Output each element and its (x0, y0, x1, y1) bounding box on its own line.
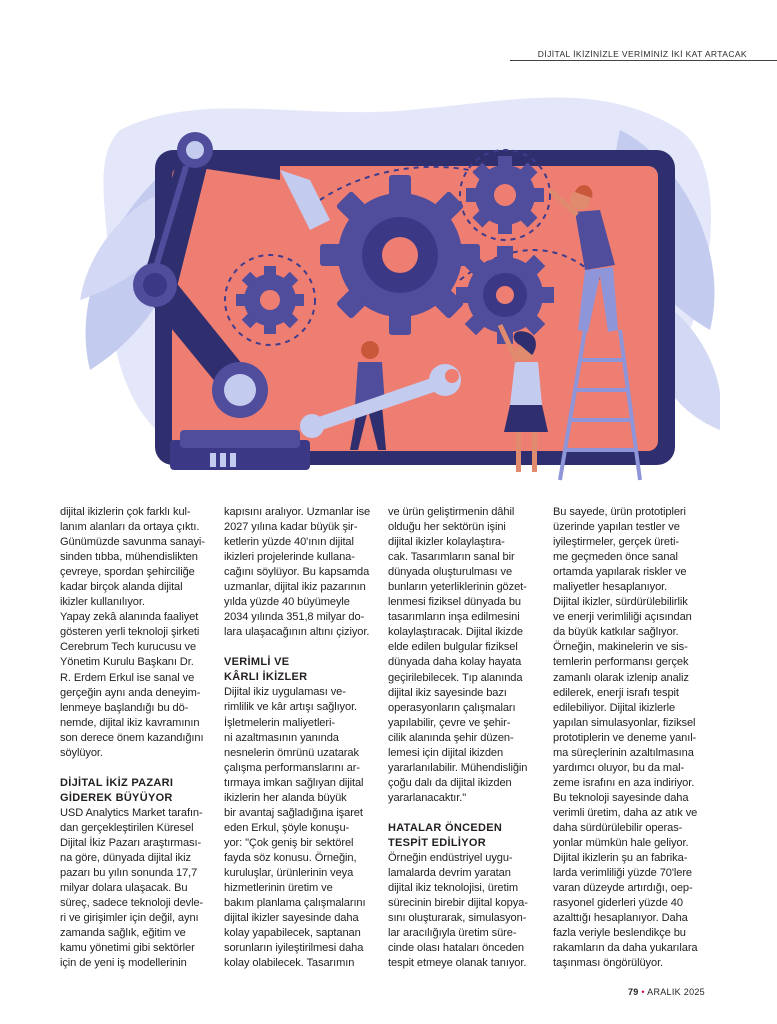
text-line: larda verimliliği yüzde 70'lere (553, 867, 692, 880)
text-line: kolaylaştıracak. Dijital ikizde (388, 626, 524, 639)
text-line: cağını söylüyor. Bu kapsamda (224, 566, 370, 579)
text-line: yapılabilir, çevre ve şehir- (388, 716, 511, 729)
paragraph (60, 610, 212, 760)
text-line: yardımcı oluyor, bu da mal- (553, 761, 685, 774)
text-line: üzerinde yapılan testler ve (553, 521, 680, 534)
page-number: 79 (627, 987, 639, 997)
text-line: Dijital ikizler, sürdürülebilirlik (553, 596, 688, 609)
text-line: ri ve girişimler için değil, aynı (60, 912, 199, 925)
text-line: fazla veriyle beslendikçe bu (553, 927, 686, 940)
text-line: tasarımların inşa edilmesini (388, 611, 520, 624)
text-line: cak. Tasarımların sanal bir (388, 551, 515, 564)
text-line: zamanda sağlık, eğitim ve (60, 927, 186, 940)
article-column-2 (224, 505, 376, 971)
text-line: dijital ikizlerin çok farklı kul- (60, 506, 191, 518)
text-line: Cerebrum Tech kurucusu ve (60, 641, 197, 654)
subheading-line: KÂRLI İKİZLER (224, 671, 308, 684)
text-line: operasyonların çalışmaları (388, 701, 516, 714)
text-line: ma süreçlerinin azaltılmasına (553, 746, 694, 759)
text-line: dünyada oluşturulması ve (388, 566, 513, 579)
paragraph (388, 505, 540, 806)
text-line: eden Erkul, şöyle konuşu- (224, 821, 350, 834)
text-line: elde edilen bulgular fiziksel (388, 641, 518, 654)
text-line: lenmeye başlandığı bu dö- (60, 701, 189, 714)
text-line: azalttığı hesaplanıyor. Daha (553, 912, 688, 925)
gear-small-left-icon (236, 266, 304, 334)
text-line: taşınması öngörülüyor. (553, 957, 664, 970)
subheading-line: TESPİT EDİLİYOR (388, 836, 487, 849)
text-line: edilerek, enerji israfı tespit (553, 686, 679, 699)
text-line: lemesi için dijital ikizden (388, 746, 504, 759)
text-line: daha sürdürülebilir operas- (553, 821, 683, 834)
text-line: ve ürün geliştirmenin dâhil (388, 506, 515, 518)
paragraph (224, 505, 376, 640)
text-line: kolay olabilecek. Tasarımın (224, 957, 355, 970)
paragraph (60, 806, 212, 972)
text-line: çevreye, spordan şehirciliğe (60, 566, 195, 579)
spacer (60, 761, 212, 776)
text-line: dan gerçekleştirilen Küresel (60, 821, 194, 834)
text-line: son derece önem kazandığını (60, 731, 204, 744)
text-line: pazarı bu yılın sonunda 17,7 (60, 866, 198, 879)
article-column-4 (553, 505, 705, 971)
paragraph (224, 685, 376, 971)
text-line: çalışma performanslarını ar- (224, 761, 360, 774)
text-line: ikizleri projelerinde kullana- (224, 551, 355, 564)
text-line: cilik alanında şehir düzen- (388, 731, 514, 744)
text-line: dünyada daha kolay hayata (388, 656, 522, 669)
running-head-rule (510, 60, 777, 61)
text-line: kamu yönetimi gibi sektörler (60, 942, 195, 955)
text-line: için de yeni iş modellerinin (60, 957, 187, 970)
text-line: kolay yapabilecek, saptanan (224, 927, 361, 940)
gear-large-icon (320, 175, 480, 335)
text-line: gerçeğin aynı anda deneyim- (60, 686, 201, 699)
text-line: bakım planlama çalışmalarını (224, 897, 366, 910)
gear-mid-right-icon (456, 246, 554, 344)
text-line: da büyük katkılar sağlıyor. (553, 626, 679, 639)
text-line: cinde olası hataları önceden (388, 942, 524, 955)
folio-separator: • (641, 987, 645, 997)
text-line: USD Analytics Market tarafın- (60, 806, 203, 819)
spacer (388, 806, 540, 821)
text-line: bunların yeterliklerinin gözet- (388, 581, 527, 594)
paragraph (60, 505, 212, 610)
text-line: maliyetler hesaplanıyor. (553, 581, 668, 594)
text-line: tırmaya imkan sağlıyan dijital (224, 776, 364, 789)
text-line: Bu sayede, ürün prototipleri (553, 506, 686, 518)
text-line: sını oluşturarak, simulasyon- (388, 912, 527, 925)
paragraph (553, 505, 705, 971)
text-line: yor: "Çok geniş bir sektörel (224, 836, 354, 849)
text-line: milyar dolara ulaşacak. Bu (60, 882, 188, 895)
subheading-line: HATALAR ÖNCEDEN (388, 821, 503, 834)
spacer (224, 640, 376, 655)
text-line: kuruluşlar, ürünlerinin veya (224, 866, 354, 879)
text-line: ikizlerin her alanda büyük (224, 791, 347, 804)
text-line: lar aracılığıyla üretim süre- (388, 927, 517, 940)
text-line: lara ulaşacağının altını çiziyor. (224, 626, 370, 639)
text-line: Dijital ikiz uygulaması ve- (224, 686, 346, 699)
text-line: yararlanılabilir. Mühendisliğin (388, 761, 528, 774)
text-line: ve enerji verimliliği açısından (553, 611, 692, 624)
paragraph (388, 851, 540, 971)
text-line: 2034 yılında 351,8 milyar do- (224, 611, 365, 624)
subheading-line: GİDEREK BÜYÜYOR (60, 791, 173, 804)
text-line: rimlilik ve kâr artışı sağlıyor. (224, 701, 358, 714)
text-line: ortamda yapılarak riskler ve (553, 566, 687, 579)
text-line: rakamların da daha yukarılara (553, 942, 698, 955)
text-line: söylüyor. (60, 746, 103, 759)
text-line: Yönetim Kurulu Başkanı Dr. (60, 656, 194, 669)
subheading (224, 655, 376, 685)
text-line: çoğu dalı da dijital ikizden (388, 776, 512, 789)
robot-arm-illustration (80, 70, 720, 495)
subheading-line: DİJİTAL İKİZ PAZARI (60, 776, 174, 789)
text-line: yapılan simulasyonlar, fiziksel (553, 716, 696, 729)
text-line: yararlanacaktır." (388, 791, 467, 804)
text-line: edilebiliyor. Dijital ikizlerle (553, 701, 676, 714)
text-line: yonlar mümkün hale geliyor. (553, 837, 689, 850)
subheading (60, 776, 212, 806)
article-column-1 (60, 505, 212, 971)
text-line: sinden tıbba, mühendislikten (60, 551, 198, 564)
text-line: dijital ikizler sayesinde daha (224, 912, 359, 925)
text-line: dijital ikiz sayesinde bazı (388, 686, 507, 699)
gear-top-right-icon (466, 156, 544, 234)
text-line: yılda yüzde 40 büyümeyle (224, 596, 350, 609)
subheading (388, 821, 540, 851)
text-line: İşletmelerin maliyetleri- (224, 716, 335, 729)
article-column-3 (388, 505, 540, 971)
text-line: dijital ikiz teknolojisi, üretim (388, 882, 518, 895)
text-line: 2027 yılına kadar büyük şir- (224, 521, 358, 534)
text-line: na göre, dünyada dijital ikiz (60, 851, 191, 864)
running-head (0, 0, 777, 62)
text-line: rasyonel giderleri yüzde 40 (553, 897, 683, 910)
text-line: Yapay zekâ alanında faaliyet (60, 611, 199, 624)
text-line: ikizler kullanılıyor. (60, 596, 145, 609)
text-line: Dijital İkiz Pazarı araştırması- (60, 836, 202, 849)
text-line: olduğu her sektörün işini (388, 521, 506, 534)
text-line: dijital ikizler kolaylaştıra- (388, 536, 505, 549)
text-line: ni azaltmasının yanında (224, 731, 339, 744)
text-line: zeme israfını en aza indiriyor. (553, 776, 695, 789)
text-line: nemde, dijital ikiz kavramının (60, 716, 200, 729)
text-line: verimli üretim, daha az atık ve (553, 806, 698, 819)
subheading-line: VERİMLİ VE (224, 656, 290, 669)
text-line: tespit etmeye olanak tanıyor. (388, 957, 527, 970)
text-line: temlerin performansı gerçek (553, 656, 689, 669)
text-line: lamalarda devrim yaratan (388, 866, 511, 879)
text-line: iyileştirmeler, gerçek üreti- (553, 536, 679, 549)
text-line: zamanlı olarak izlenip analiz (553, 671, 689, 684)
text-line: lenmesi fiziksel dünyada bu (388, 596, 521, 609)
text-line: hizmetlerinin üretim ve (224, 882, 333, 895)
text-line: fayda söz konusu. Örneğin, (224, 851, 357, 864)
text-line: R. Erdem Erkul ise sanal ve (60, 671, 195, 684)
text-line: Örneğin endüstriyel uygu- (388, 851, 513, 864)
text-line: Bu teknoloji sayesinde daha (553, 791, 689, 804)
text-line: Dijital ikizlerin şu an fabrika- (553, 852, 688, 865)
text-line: varan düzeyde artırdığı, oep- (553, 882, 693, 895)
text-line: lanım alanları da ortaya çıktı. (60, 521, 200, 534)
text-line: prototiplerin ve deneme yanıl- (553, 731, 697, 744)
text-line: geçirilebilecek. Tıp alanında (388, 671, 523, 684)
text-line: bir avantaj sağladığına işaret (224, 806, 363, 819)
text-line: kapısını aralıyor. Uzmanlar ise (224, 506, 371, 518)
text-line: me geçmeden önce sanal (553, 551, 678, 564)
text-line: sürecinin birebir dijital kopya- (388, 897, 528, 910)
text-line: sorunların iyileştirilmesi daha (224, 942, 364, 955)
running-head-title: DİJİTAL İKİZİNİZLE VERİMİNİZ İKİ KAT ARTACAK (537, 49, 747, 59)
text-line: Örneğin, makinelerin ve sis- (553, 641, 688, 654)
text-line: ketlerin yüzde 40'ının dijital (224, 536, 354, 549)
text-line: uzmanlar, dijital ikiz pazarının (224, 581, 366, 594)
text-line: gösteren yerli teknoloji şirketi (60, 626, 200, 639)
issue-date: ARALIK 2025 (647, 987, 705, 997)
text-line: nesnelerin ömrünü uzatarak (224, 746, 359, 759)
text-line: Günümüzde savunma sanayi- (60, 536, 205, 549)
page-folio (628, 987, 705, 997)
text-line: süreç, sadece teknoloji devle- (60, 897, 204, 910)
text-line: kadar birçok alanda dijital (60, 581, 183, 594)
